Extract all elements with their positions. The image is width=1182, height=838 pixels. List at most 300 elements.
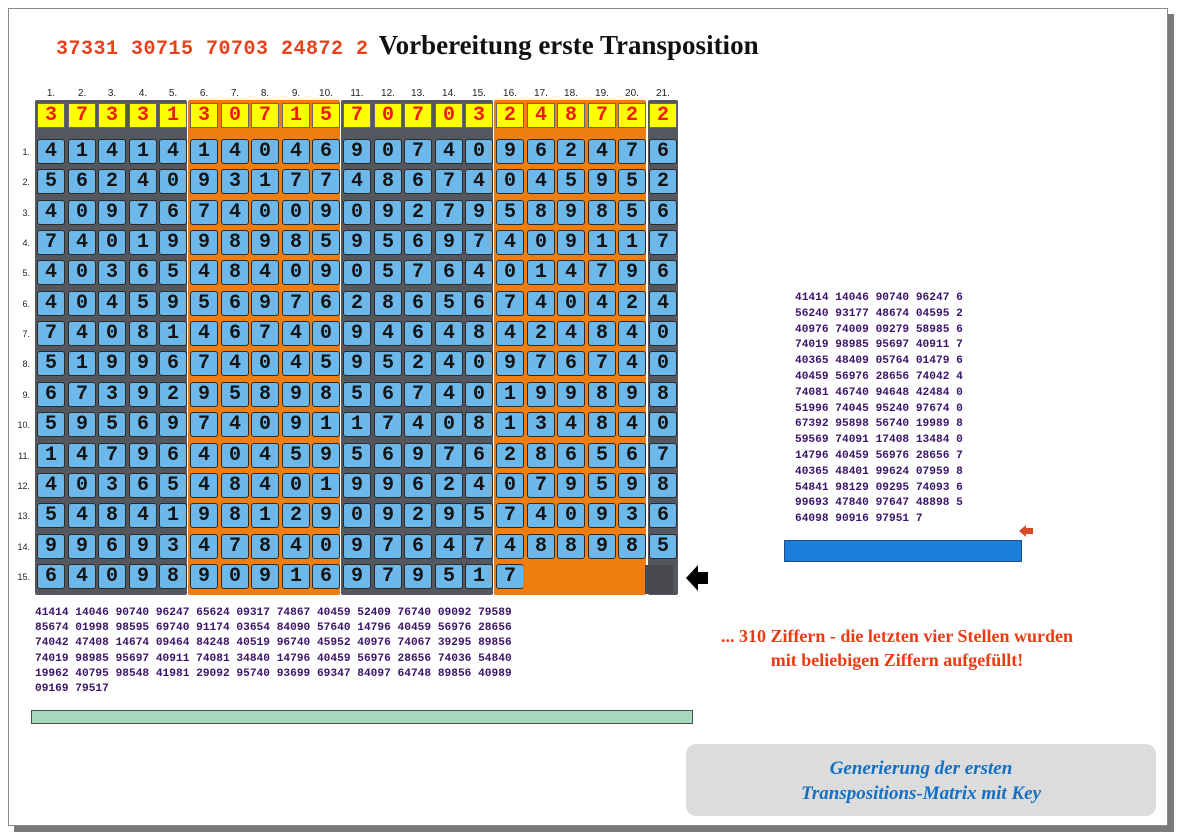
matrix-cell: 9 <box>251 564 279 589</box>
matrix-cell: 9 <box>557 200 585 225</box>
matrix-cell: 9 <box>129 534 157 559</box>
matrix-cell: 4 <box>129 169 157 194</box>
matrix-cell: 0 <box>343 260 371 285</box>
matrix-cell: 9 <box>465 200 493 225</box>
matrix-cell: 7 <box>282 291 310 316</box>
row-sequence-list <box>795 291 1035 528</box>
matrix-cell: 0 <box>465 351 493 376</box>
matrix-cell: 9 <box>68 412 96 437</box>
matrix-cell: 9 <box>527 382 555 407</box>
matrix-cell: 2 <box>159 382 187 407</box>
matrix-cell: 7 <box>465 534 493 559</box>
matrix-cell: 8 <box>527 443 555 468</box>
matrix-cell: 8 <box>251 382 279 407</box>
digit-line: 19962 40795 98548 41981 29092 95740 93699 69347 84097 64748 89856 40989 <box>35 667 512 680</box>
matrix-cell: 9 <box>159 291 187 316</box>
matrix-cell: 7 <box>404 382 432 407</box>
matrix-cell: 9 <box>374 503 402 528</box>
matrix-cell: 6 <box>465 443 493 468</box>
matrix-cell: 1 <box>588 230 616 255</box>
digit-line: 85674 01998 98595 69740 91174 03654 84090 57640 14796 40459 56976 28656 <box>35 622 512 635</box>
matrix-cell: 4 <box>190 321 218 346</box>
matrix-cell: 4 <box>557 412 585 437</box>
key-digit-cell: 2 <box>496 103 524 128</box>
matrix-cell: 7 <box>251 321 279 346</box>
matrix-cell: 6 <box>37 564 65 589</box>
key-digit-cell: 2 <box>618 103 646 128</box>
matrix-cell: 4 <box>190 260 218 285</box>
matrix-cell: 5 <box>618 200 646 225</box>
matrix-cell: 4 <box>588 139 616 164</box>
note-line-1: ... 310 Ziffern - die letzten vier Stellen wurden <box>720 626 1074 646</box>
matrix-cell: 5 <box>98 412 126 437</box>
matrix-cell: 0 <box>649 321 677 346</box>
matrix-cell: 9 <box>588 503 616 528</box>
matrix-cell: 5 <box>465 503 493 528</box>
row-number: 1. <box>22 147 30 157</box>
matrix-cell: 9 <box>343 534 371 559</box>
matrix-cell: 9 <box>343 139 371 164</box>
matrix-cell: 5 <box>37 169 65 194</box>
column-number: 10. <box>319 88 333 99</box>
matrix-cell: 4 <box>465 473 493 498</box>
column-number: 7. <box>230 88 240 99</box>
matrix-cell: 0 <box>251 412 279 437</box>
matrix-cell: 4 <box>190 534 218 559</box>
key-digit-cell: 7 <box>404 103 432 128</box>
matrix-cell: 4 <box>159 139 187 164</box>
matrix-cell: 1 <box>527 260 555 285</box>
matrix-cell: 0 <box>159 169 187 194</box>
row-sequence-line: 40365 48401 99624 07959 8 <box>795 465 963 478</box>
matrix-cell: 8 <box>282 230 310 255</box>
matrix-cell: 9 <box>404 564 432 589</box>
matrix-cell: 5 <box>343 382 371 407</box>
matrix-cell: 0 <box>496 473 524 498</box>
matrix-cell: 9 <box>496 351 524 376</box>
matrix-cell: 0 <box>557 503 585 528</box>
row-sequence-line: 14796 40459 56976 28656 7 <box>795 449 963 462</box>
title-key: 37331 30715 70703 24872 2 <box>56 38 369 61</box>
matrix-cell: 0 <box>282 200 310 225</box>
matrix-cell: 2 <box>404 351 432 376</box>
matrix-cell: 7 <box>37 321 65 346</box>
matrix-cell: 6 <box>129 260 157 285</box>
matrix-cell: 0 <box>251 139 279 164</box>
column-number: 11. <box>350 88 364 99</box>
matrix-cell: 5 <box>221 382 249 407</box>
digit-line: 74042 47408 14674 09464 84248 40519 96740 45952 40976 74067 39295 89856 <box>35 637 512 650</box>
matrix-cell: 6 <box>129 412 157 437</box>
matrix-cell: 8 <box>557 534 585 559</box>
row-number: 8. <box>22 359 30 369</box>
matrix-cell: 7 <box>374 534 402 559</box>
matrix-cell: 8 <box>465 412 493 437</box>
matrix-cell: 7 <box>190 200 218 225</box>
matrix-cell: 2 <box>618 291 646 316</box>
matrix-cell: 9 <box>557 382 585 407</box>
matrix-cell: 4 <box>190 443 218 468</box>
matrix-cell: 2 <box>343 291 371 316</box>
matrix-cell: 8 <box>312 382 340 407</box>
matrix-cell: 9 <box>374 473 402 498</box>
matrix-cell: 9 <box>557 473 585 498</box>
matrix-cell: 8 <box>527 200 555 225</box>
matrix-cell: 9 <box>343 473 371 498</box>
matrix-cell: 0 <box>649 412 677 437</box>
matrix-cell: 8 <box>527 534 555 559</box>
matrix-cell: 6 <box>618 443 646 468</box>
matrix-cell: 6 <box>404 473 432 498</box>
matrix-cell: 1 <box>465 564 493 589</box>
matrix-cell: 6 <box>404 291 432 316</box>
row-sequence-line: 64098 90916 97951 7 <box>795 513 923 526</box>
matrix-cell: 4 <box>649 291 677 316</box>
matrix-cell: 5 <box>618 169 646 194</box>
matrix-cell: 0 <box>98 230 126 255</box>
matrix-cell: 4 <box>527 503 555 528</box>
matrix-cell: 9 <box>190 382 218 407</box>
matrix-cell: 6 <box>68 169 96 194</box>
matrix-cell: 4 <box>221 200 249 225</box>
matrix-cell: 6 <box>221 321 249 346</box>
matrix-cell: 4 <box>496 534 524 559</box>
matrix-cell: 6 <box>649 200 677 225</box>
row-number: 7. <box>22 329 30 339</box>
matrix-cell: 9 <box>312 200 340 225</box>
matrix-cell: 4 <box>527 169 555 194</box>
matrix-cell: 1 <box>251 169 279 194</box>
matrix-cell: 7 <box>435 200 463 225</box>
row-sequence-line: 41414 14046 90740 96247 6 <box>795 292 963 304</box>
key-digit-cell: 1 <box>282 103 310 128</box>
matrix-cell: 8 <box>649 382 677 407</box>
matrix-cell: 4 <box>435 534 463 559</box>
matrix-cell: 6 <box>404 230 432 255</box>
row-number: 4. <box>22 238 30 248</box>
matrix-cell: 8 <box>588 200 616 225</box>
matrix-cell: 7 <box>68 382 96 407</box>
digit-sequence <box>35 606 705 697</box>
matrix-cell: 8 <box>221 473 249 498</box>
column-number: 19. <box>595 88 609 99</box>
matrix-cell: 6 <box>649 503 677 528</box>
note-text <box>672 624 1122 672</box>
matrix-cell: 9 <box>282 382 310 407</box>
matrix-cell: 6 <box>159 200 187 225</box>
matrix-cell: 2 <box>557 139 585 164</box>
row-sequence-line: 40976 74009 09279 58985 6 <box>795 323 963 336</box>
matrix-cell: 4 <box>251 443 279 468</box>
matrix-cell: 5 <box>129 291 157 316</box>
matrix-cell: 6 <box>159 443 187 468</box>
matrix-cell: 1 <box>496 382 524 407</box>
row-number: 5. <box>22 268 30 278</box>
matrix-cell: 4 <box>588 291 616 316</box>
row-sequence-line: 40365 48409 05764 01479 6 <box>795 355 963 368</box>
matrix-cell: 4 <box>129 503 157 528</box>
matrix-cell: 2 <box>649 169 677 194</box>
column-number: 6. <box>199 88 209 99</box>
matrix-cell: 1 <box>129 230 157 255</box>
matrix-cell: 0 <box>251 351 279 376</box>
key-digit-cell: 3 <box>190 103 218 128</box>
row-sequence-bar <box>784 540 1022 562</box>
row-sequence-line: 51996 74045 95240 97674 0 <box>795 402 963 415</box>
matrix-cell: 3 <box>98 473 126 498</box>
matrix-cell: 0 <box>343 200 371 225</box>
matrix-cell: 7 <box>404 260 432 285</box>
matrix-cell: 9 <box>404 443 432 468</box>
matrix-cell: 4 <box>343 169 371 194</box>
matrix-cell: 7 <box>527 351 555 376</box>
matrix-cell: 1 <box>159 321 187 346</box>
matrix-cell: 8 <box>649 473 677 498</box>
matrix-cell: 5 <box>649 534 677 559</box>
matrix-cell: 9 <box>98 351 126 376</box>
matrix-cell: 2 <box>527 321 555 346</box>
matrix-cell: 1 <box>190 139 218 164</box>
matrix-cell: 6 <box>374 443 402 468</box>
matrix-cell: 0 <box>251 200 279 225</box>
key-digit-cell: 1 <box>159 103 187 128</box>
matrix-cell: 0 <box>68 260 96 285</box>
column-number: 18. <box>564 88 578 99</box>
matrix-cell: 5 <box>435 291 463 316</box>
matrix-cell: 3 <box>618 503 646 528</box>
row-number: 15. <box>17 572 30 582</box>
matrix-cell: 7 <box>312 169 340 194</box>
matrix-cell: 4 <box>190 473 218 498</box>
matrix-cell: 9 <box>557 230 585 255</box>
matrix-cell: 1 <box>282 564 310 589</box>
row-number: 6. <box>22 299 30 309</box>
matrix-cell: 0 <box>282 473 310 498</box>
matrix-cell: 9 <box>129 564 157 589</box>
matrix-cell: 0 <box>312 321 340 346</box>
matrix-cell: 5 <box>374 230 402 255</box>
matrix-cell: 9 <box>190 230 218 255</box>
matrix-cell: 2 <box>404 503 432 528</box>
matrix-cell: 9 <box>159 230 187 255</box>
matrix-cell: 4 <box>221 139 249 164</box>
row-number: 13. <box>17 511 30 521</box>
matrix-cell: 9 <box>129 443 157 468</box>
matrix-cell: 1 <box>343 412 371 437</box>
matrix-cell: 8 <box>374 291 402 316</box>
matrix-cell: 5 <box>159 473 187 498</box>
matrix-cell: 7 <box>221 534 249 559</box>
matrix-cell: 9 <box>190 564 218 589</box>
matrix-cell: 9 <box>343 321 371 346</box>
matrix-cell: 6 <box>159 351 187 376</box>
matrix-cell: 4 <box>98 139 126 164</box>
matrix-cell: 0 <box>68 473 96 498</box>
matrix-cell: 6 <box>404 321 432 346</box>
matrix-cell: 0 <box>221 443 249 468</box>
matrix-cell: 6 <box>557 351 585 376</box>
page-title <box>56 30 759 61</box>
column-number: 17. <box>534 88 548 99</box>
matrix-cell: 1 <box>496 412 524 437</box>
key-digit-cell: 7 <box>251 103 279 128</box>
column-number: 8. <box>260 88 270 99</box>
note-line-2: mit beliebigen Ziffern aufgefüllt! <box>770 650 1024 670</box>
matrix-cell: 9 <box>374 200 402 225</box>
matrix-cell: 9 <box>129 382 157 407</box>
matrix-cell: 0 <box>98 564 126 589</box>
matrix-cell: 7 <box>496 291 524 316</box>
matrix-cell: 5 <box>374 260 402 285</box>
matrix-cell: 9 <box>343 230 371 255</box>
key-digit-cell: 5 <box>312 103 340 128</box>
matrix-cell: 7 <box>98 443 126 468</box>
key-digit-cell: 7 <box>343 103 371 128</box>
column-number: 2. <box>77 88 87 99</box>
key-digit-cell: 3 <box>98 103 126 128</box>
matrix-cell: 7 <box>618 139 646 164</box>
matrix-cell: 9 <box>98 200 126 225</box>
matrix-cell: 4 <box>37 260 65 285</box>
column-number: 5. <box>168 88 178 99</box>
matrix-cell: 1 <box>159 503 187 528</box>
matrix-cell: 6 <box>312 564 340 589</box>
matrix-cell: 7 <box>190 351 218 376</box>
matrix-cell: 4 <box>435 351 463 376</box>
matrix-cell: 5 <box>343 443 371 468</box>
matrix-cell: 0 <box>465 139 493 164</box>
matrix-cell: 4 <box>251 260 279 285</box>
column-number: 3. <box>107 88 117 99</box>
key-digit-cell: 2 <box>649 103 677 128</box>
matrix-cell: 6 <box>37 382 65 407</box>
matrix-cell: 0 <box>496 169 524 194</box>
matrix-cell: 9 <box>618 260 646 285</box>
matrix-cell: 0 <box>496 260 524 285</box>
matrix-cell: 7 <box>649 230 677 255</box>
row-sequence-line: 59569 74091 17408 13484 0 <box>795 434 963 447</box>
matrix-cell: 6 <box>312 139 340 164</box>
matrix-cell: 4 <box>618 321 646 346</box>
matrix-cell: 1 <box>68 351 96 376</box>
matrix-cell: 9 <box>68 534 96 559</box>
matrix-cell: 6 <box>649 260 677 285</box>
column-number: 9. <box>291 88 301 99</box>
matrix-cell: 6 <box>435 260 463 285</box>
matrix-cell: 0 <box>649 351 677 376</box>
matrix-cell: 8 <box>221 503 249 528</box>
matrix-cell: 7 <box>404 139 432 164</box>
title-text: Vorbereitung erste Transposition <box>378 30 759 60</box>
matrix-cell: 4 <box>68 230 96 255</box>
matrix-cell: 4 <box>37 473 65 498</box>
matrix-cell: 9 <box>312 443 340 468</box>
matrix-cell: 8 <box>588 382 616 407</box>
matrix-cell: 8 <box>588 412 616 437</box>
matrix-cell: 2 <box>98 169 126 194</box>
matrix-cell: 4 <box>404 412 432 437</box>
matrix-cell: 8 <box>618 534 646 559</box>
matrix-cell: 5 <box>312 351 340 376</box>
matrix-cell: 9 <box>618 473 646 498</box>
filler-dark-area <box>645 565 673 594</box>
arrow-left-icon <box>686 563 708 598</box>
matrix-cell: 7 <box>465 230 493 255</box>
matrix-cell: 4 <box>527 291 555 316</box>
matrix-cell: 7 <box>374 412 402 437</box>
matrix-cell: 9 <box>588 169 616 194</box>
matrix-cell: 2 <box>282 503 310 528</box>
column-number: 4. <box>138 88 148 99</box>
matrix-cell: 4 <box>282 534 310 559</box>
matrix-cell: 5 <box>374 351 402 376</box>
matrix-cell: 6 <box>404 534 432 559</box>
matrix-cell: 4 <box>37 200 65 225</box>
column-number: 12. <box>381 88 395 99</box>
row-number: 10. <box>17 420 30 430</box>
matrix-cell: 3 <box>221 169 249 194</box>
key-digit-cell: 4 <box>527 103 555 128</box>
matrix-cell: 8 <box>588 321 616 346</box>
sequence-bar <box>31 710 693 724</box>
matrix-cell: 9 <box>435 503 463 528</box>
matrix-cell: 9 <box>496 139 524 164</box>
matrix-cell: 0 <box>282 260 310 285</box>
matrix-cell: 6 <box>374 382 402 407</box>
matrix-cell: 4 <box>374 321 402 346</box>
column-number: 20. <box>625 88 639 99</box>
matrix-cell: 4 <box>37 291 65 316</box>
matrix-cell: 6 <box>98 534 126 559</box>
matrix-cell: 0 <box>312 534 340 559</box>
matrix-cell: 4 <box>496 321 524 346</box>
matrix-cell: 8 <box>465 321 493 346</box>
filler-orange-area <box>523 565 642 594</box>
key-digit-cell: 0 <box>221 103 249 128</box>
matrix-cell: 6 <box>312 291 340 316</box>
matrix-cell: 4 <box>68 564 96 589</box>
column-number: 1. <box>46 88 56 99</box>
matrix-cell: 1 <box>312 473 340 498</box>
matrix-cell: 0 <box>221 564 249 589</box>
matrix-cell: 5 <box>37 351 65 376</box>
key-digit-cell: 0 <box>435 103 463 128</box>
matrix-cell: 2 <box>435 473 463 498</box>
matrix-cell: 4 <box>435 139 463 164</box>
matrix-cell: 6 <box>527 139 555 164</box>
matrix-cell: 9 <box>282 412 310 437</box>
matrix-cell: 9 <box>312 260 340 285</box>
matrix-cell: 4 <box>282 351 310 376</box>
matrix-cell: 0 <box>557 291 585 316</box>
key-digit-cell: 7 <box>588 103 616 128</box>
key-digit-cell: 0 <box>374 103 402 128</box>
matrix-cell: 7 <box>129 200 157 225</box>
matrix-cell: 4 <box>68 321 96 346</box>
row-number: 11. <box>18 451 30 461</box>
matrix-cell: 5 <box>159 260 187 285</box>
column-number: 21. <box>656 88 670 99</box>
matrix-cell: 8 <box>129 321 157 346</box>
matrix-cell: 0 <box>435 412 463 437</box>
matrix-cell: 4 <box>557 321 585 346</box>
matrix-cell: 1 <box>251 503 279 528</box>
matrix-cell: 4 <box>282 321 310 346</box>
matrix-cell: 7 <box>588 351 616 376</box>
matrix-cell: 0 <box>98 321 126 346</box>
matrix-cell: 4 <box>221 351 249 376</box>
matrix-cell: 3 <box>159 534 187 559</box>
